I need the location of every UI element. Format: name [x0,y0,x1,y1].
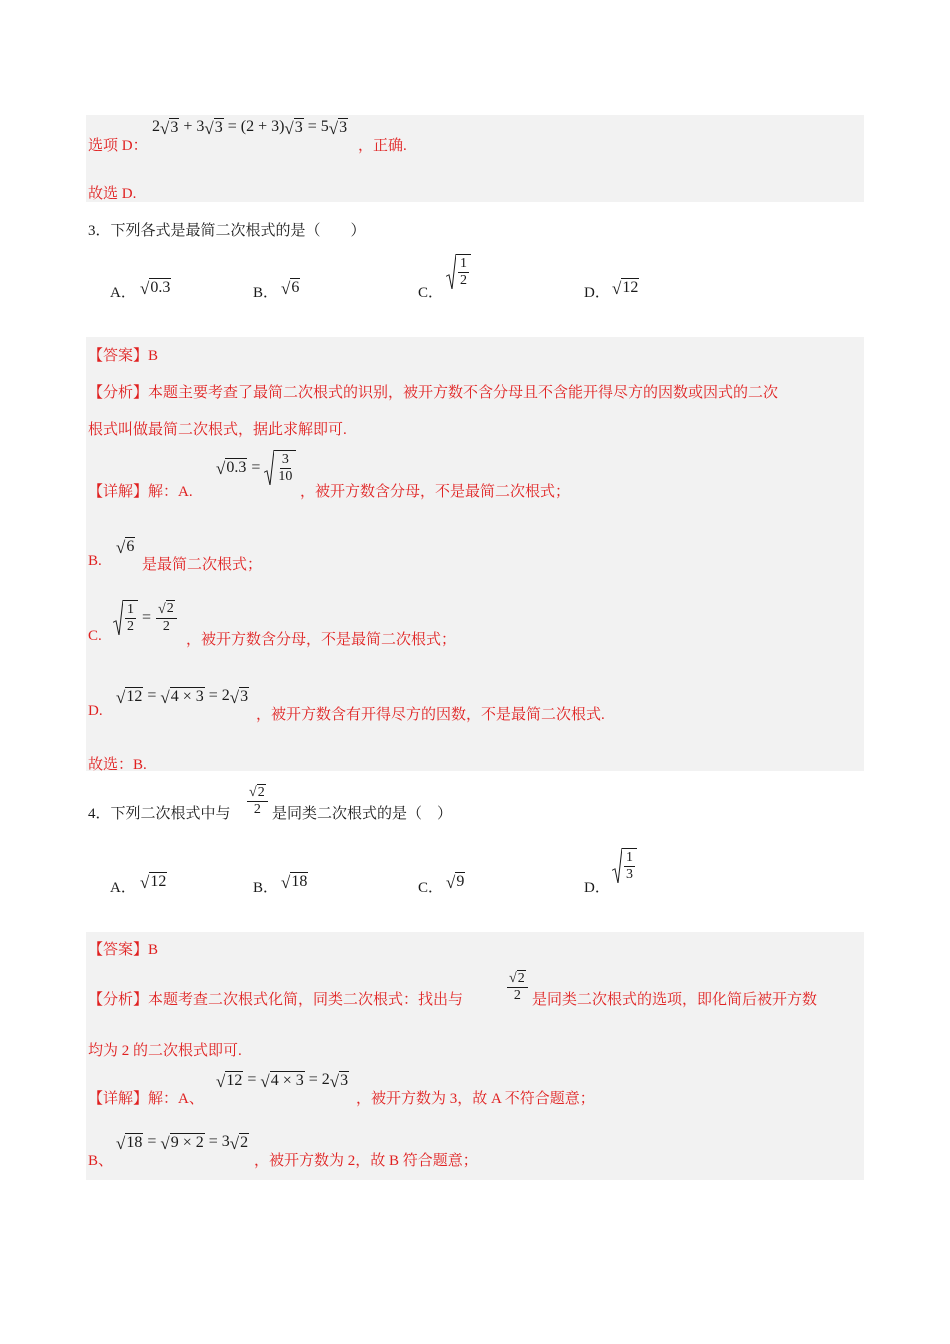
q3-detail-c-prefix: C. [88,628,102,644]
analysis-tag: 【分析】 [88,992,149,1008]
analysis-text-pre: 本题考查二次根式化简，同类二次根式：找出与 [148,992,464,1008]
detail-tag: 【详解】 [88,484,149,500]
q3-analysis-line2: 根式叫做最简二次根式，据此求解即可. [88,422,347,438]
answer-value: B [148,348,159,364]
q4-detail-a-eq: √ 12 = √ 4 × 3 = 2 √ 3 [216,1071,349,1091]
q4-stem-post: 是同类二次根式的是（ ） [272,806,453,822]
q4-option-b-expr: √ 18 [281,872,308,892]
q4-option-a-label: A． [110,880,136,896]
q4-option-c-label: C． [418,880,444,896]
q3-detail-c-eq: $\frac{1}{2}$ = √ 2 2 [113,600,178,635]
answer-value: B [148,942,159,958]
answer-tag: 【答案】 [88,942,149,958]
q4-detail-b-prefix: B、 [88,1153,114,1169]
q3-option-b-label: B． [253,285,279,301]
q4-option-b-label: B． [253,880,279,896]
q3-option-a-label: A． [110,285,136,301]
q4-option-c-expr: √ 9 [446,872,465,892]
q4-detail-a-tail: ，被开方数为 3，故 A 不符合题意； [356,1091,595,1107]
q3-detail-d-tail: ，被开方数含有开得尽方的因数，不是最简二次根式. [256,707,605,723]
q4-answer [88,938,158,959]
q3-detail-b-prefix: B. [88,553,102,569]
q3-detail-d-prefix: D. [88,703,103,719]
q3-analysis-line1 [88,381,778,402]
q4-analysis-line1-pre [88,988,463,1009]
analysis-text: 本题主要考查了最简二次根式的识别，被开方数不含分母且不含能开得尽方的因数或因式的二次 [148,385,779,401]
q3-option-b-expr: √ 6 [281,278,300,298]
q3-stem: 3．下列各式是最简二次根式的是（ ） [88,223,366,239]
q4-detail-a-prefix [88,1087,204,1108]
q3-detail-b-tail: 是最简二次根式； [142,557,263,573]
q3-choose: 故选：B. [88,757,147,773]
q3-detail-b-expr: √ 6 [116,537,135,557]
q3-detail-a-prefix [88,480,193,501]
option-d-equation: 2 √ 3 + 3 √ 3 = (2 + 3) √ 3 = 5 √ 3 [152,118,348,138]
q3-option-c-expr: $\frac{1}{2}$ [446,254,471,289]
q3-option-c-label: C． [418,285,444,301]
q3-option-a-expr: √ 0.3 [140,278,171,298]
q4-stem-pre: 4．下列二次根式中与 [88,806,231,822]
q4-detail-b-eq: √ 18 = √ 9 × 2 = 3 √ 2 [116,1133,249,1153]
q4-detail-b-tail: ，被开方数为 2，故 B 符合题意； [254,1153,478,1169]
q4-analysis-line1-post: 是同类二次根式的选项，即化简后被开方数 [532,992,818,1008]
choose-d: 故选 D. [88,186,137,202]
q4-option-a-expr: √ 12 [140,872,167,892]
q4-analysis-line2: 均为 2 的二次根式即可. [88,1043,242,1059]
q3-answer [88,344,158,365]
q3-detail-a-eq: √ 0.3 = $\frac{3}{10}$ [216,450,296,485]
q4-option-d-expr: $\frac{1}{3}$ [612,848,637,883]
q3-detail-a-tail: ，被开方数含分母，不是最简二次根式； [300,484,571,500]
q3-option-d-expr: √ 12 [612,278,639,298]
detail-a-pre: 解：A、 [148,1091,204,1107]
q4-option-d-label: D． [584,880,610,896]
q4-stem-fraction: √ 2 2 [246,784,269,819]
q3-option-d-label: D． [584,285,610,301]
q3-detail-d-eq: √ 12 = √ 4 × 3 = 2 √ 3 [116,687,249,707]
analysis-tag: 【分析】 [88,385,149,401]
answer-tag: 【答案】 [88,348,149,364]
option-d-label: 选项 D： [88,138,148,154]
q4-analysis-fraction: √ 2 2 [506,970,529,1005]
detail-a-pre: 解：A. [148,484,193,500]
option-d-conclusion: ，正确. [358,138,407,154]
q3-detail-c-tail: ，被开方数含分母，不是最简二次根式； [186,632,457,648]
detail-tag: 【详解】 [88,1091,149,1107]
